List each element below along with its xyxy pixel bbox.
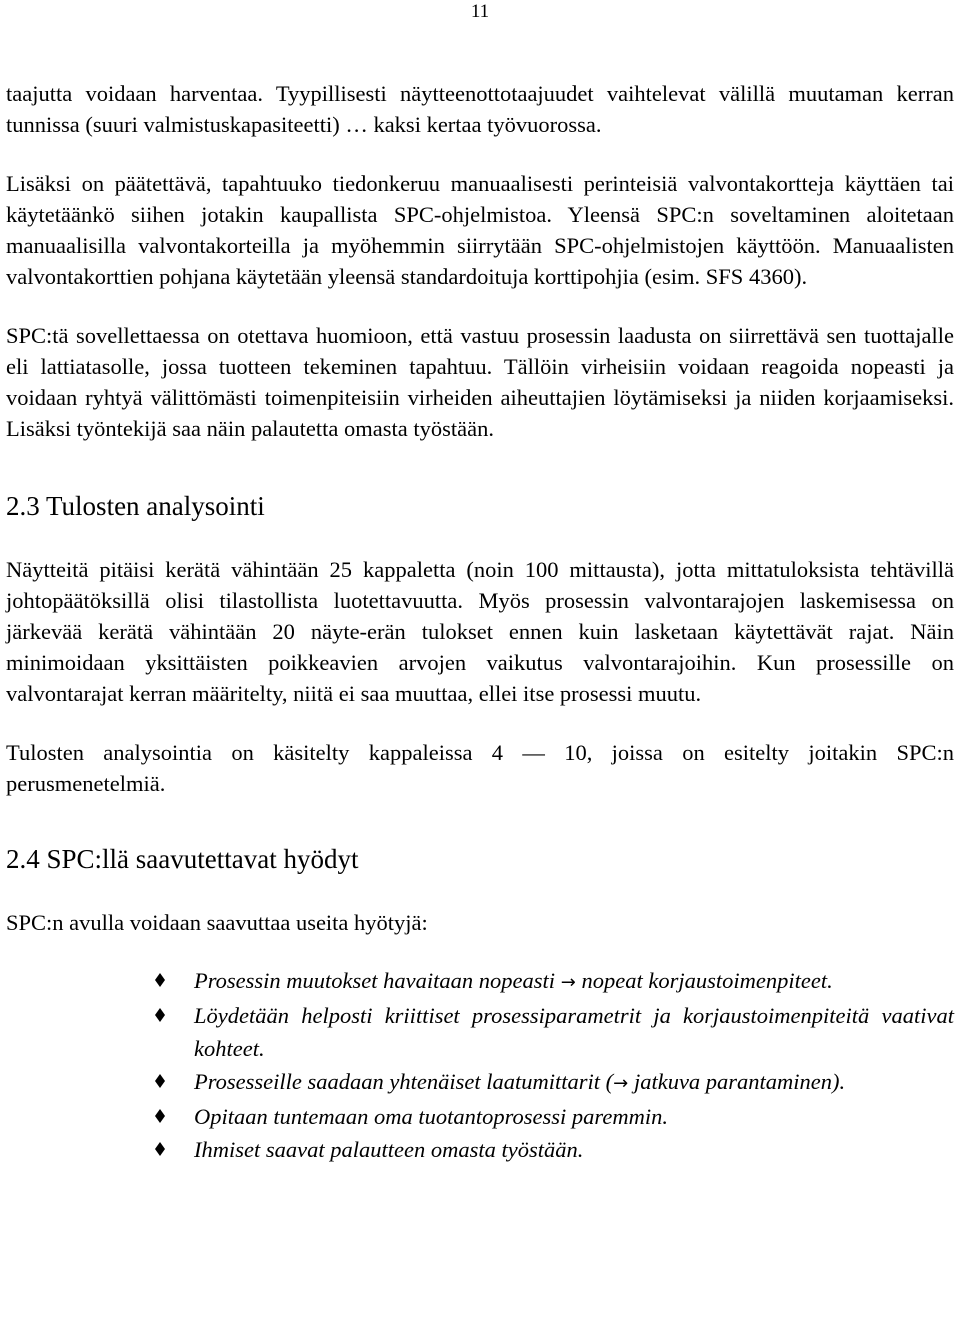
bullet-text: Löydetään helposti kriittiset prosessiparametrit ja korjaustoimenpiteitä vaativat kohteet. (194, 1003, 954, 1061)
arrow-icon: → (555, 972, 582, 993)
paragraph-sample-size: Näytteitä pitäisi kerätä vähintään 25 kappaletta (noin 100 mittausta), jotta mittatuloksista tehtävillä johtopäätöksillä olisi tilastollista luotettavuutta. Myös prosessin valvontarajojen laskemisessa on järkevää kerätä vähintään 20 näyte-erän tulokset ennen kuin lasketaan käytettävät rajat. Näin minimoidaan yksittäisten poikkeavien arvojen vaikutus valvontarajoihin. Kun prosessille on valvontarajat kerran määritelty, niitä ei saa muuttaa, ellei itse prosessi muutu. (6, 557, 954, 706)
bullet-text-after: jatkuva parantaminen). (633, 1069, 846, 1094)
bullet-text: Ihmiset saavat palautteen omasta työstään. (194, 1137, 584, 1162)
list-item (6, 1065, 954, 1100)
benefits-list (6, 964, 954, 1166)
paragraph-sampling-frequency: taajutta voidaan harventaa. Tyypillisesti näytteenottotaajuudet vaihtelevat välillä muutaman kerran tunnissa (suuri valmistuskapasiteetti) … kaksi kertaa työvuorossa. (6, 81, 954, 137)
document-body (6, 78, 954, 1166)
bullet-text: Opitaan tuntemaan oma tuotantoprosessi paremmin. (194, 1104, 668, 1129)
bullet-text: Prosessin muutokset havaitaan nopeasti (194, 968, 556, 993)
section-heading-2-3: 2.3 Tulosten analysointi (6, 491, 265, 521)
list-item (6, 1133, 954, 1166)
bullet-text-after: nopeat korjaustoimenpiteet. (581, 968, 833, 993)
list-item (6, 1100, 954, 1133)
paragraph-responsibility: SPC:tä sovellettaessa on otettava huomioon, että vastuu prosessin laadusta on siirrettävä sen tuottajalle eli lattiatasolle, jossa tuotteen tekeminen tapahtuu. Tällöin virheisiin voidaan reagoida nopeasti ja voidaan ryhtyä välittömästi toimenpiteisiin virheiden aiheuttajien löytämiseksi ja niiden korjaamiseksi. Lisäksi työntekijä saa näin palautetta omasta työstään. (6, 323, 954, 441)
page-number: 11 (470, 1, 490, 22)
diamond-bullet-icon (152, 1073, 168, 1089)
diamond-bullet-icon (152, 1108, 168, 1124)
paragraph-data-collection: Lisäksi on päätettävä, tapahtuuko tiedonkeruu manuaalisesti perinteisiä valvontakortteja käyttäen tai käytetäänkö siihen jotakin kaupallista SPC-ohjelmistoa. Yleensä SPC:n soveltaminen aloitetaan manuaalisilla valvontakorteilla ja myöhemmin siirrytään SPC-ohjelmistojen käyttöön. Manuaalisten valvontakorttien pohjana käytetään yleensä standardoituja korttipohjia (esim. SFS 4360). (6, 171, 954, 289)
diamond-bullet-icon (152, 972, 168, 988)
list-item (6, 964, 954, 999)
paragraph-benefits-intro: SPC:n avulla voidaan saavuttaa useita hyötyjä: (6, 910, 428, 935)
arrow-icon: → (613, 1073, 634, 1094)
diamond-bullet-icon (152, 1141, 168, 1157)
list-item (6, 999, 954, 1065)
bullet-text: Prosesseille saadaan yhtenäiset laatumittarit ( (194, 1069, 614, 1094)
section-heading-2-4: 2.4 SPC:llä saavutettavat hyödyt (6, 844, 359, 874)
paragraph-analysis-reference: Tulosten analysointia on käsitelty kappaleissa 4 — 10, joissa on esitelty joitakin SPC:n perusmenetelmiä. (6, 740, 954, 796)
diamond-bullet-icon (152, 1007, 168, 1023)
